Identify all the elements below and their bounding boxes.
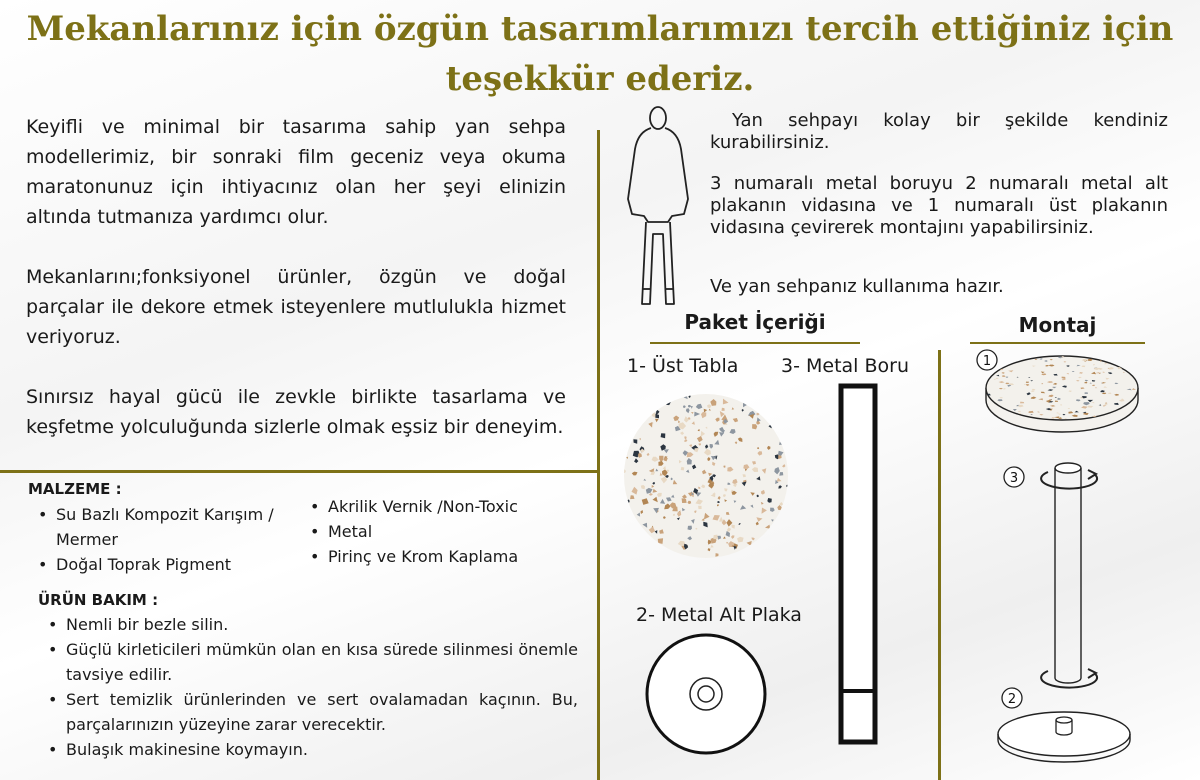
montaj-divider [938, 350, 941, 780]
terrazzo-speckle [1123, 372, 1124, 373]
montaj-heading: Montaj [1018, 313, 1097, 337]
top-plate-image [622, 392, 790, 560]
list-item: • Su Bazlı Kompozit Karışım / Mermer [34, 502, 304, 552]
horizontal-divider [0, 470, 600, 473]
title-line-1: Mekanlarınız için özgün tasarımlarımızı tercih ettiğiniz için [26, 9, 1174, 49]
list-item: • Pirinç ve Krom Kaplama [306, 544, 586, 569]
terrazzo-speckle [682, 498, 687, 503]
list-item: • Metal [306, 519, 586, 544]
list-item: • Akrilik Vernik /Non-Toxic [306, 494, 586, 519]
part-3-label: 3- Metal Boru [781, 355, 909, 377]
materials-list-2 [306, 494, 586, 569]
list-item: • Güçlü kirleticileri mümkün olan en kısa sürede silinmesi önemle tavsiye edilir. [44, 637, 578, 687]
assembly-diagram [972, 346, 1162, 766]
part-2-label: 2- Metal Alt Plaka [636, 604, 802, 626]
step-3-badge [1004, 467, 1024, 487]
terrazzo-speckle [722, 408, 725, 411]
terrazzo-speckle [713, 535, 718, 540]
vertical-divider [597, 130, 600, 780]
intro-paragraph-2: Mekanlarını;fonksiyonel ürünler, özgün ve doğal parçalar ile dekore etmek isteyenlere mutlulukla hizmet veriyoruz. [26, 266, 566, 348]
person-silhouette-icon [618, 104, 698, 309]
bottom-plate-image [644, 632, 768, 756]
materials-list-1 [34, 502, 304, 577]
package-rule [650, 342, 860, 344]
terrazzo-speckle [1065, 418, 1067, 419]
care-list [44, 612, 578, 762]
montaj-rule [970, 342, 1145, 344]
step-1-badge [977, 350, 997, 370]
title-line-2: teşekkür ederiz. [445, 59, 755, 99]
package-heading: Paket İçeriği [684, 310, 826, 334]
assembly-text-2: 3 numaralı metal boruyu 2 numaralı metal alt plakanın vidasına ve 1 numaralı üst plakanın vidasına çevirerek montajını yapabilirsiniz. [710, 173, 1168, 238]
assembly-text-3: Ve yan sehpanız kullanıma hazır. [710, 276, 1004, 297]
metal-tube-image [838, 383, 878, 745]
list-item: • Sert temizlik ürünlerinden ve sert ovalamadan kaçının. Bu, parçalarınızın yüzeyine zarar verecektir. [44, 687, 578, 737]
page-title [0, 4, 1200, 104]
step-2-badge [1002, 688, 1022, 708]
terrazzo-speckle [658, 538, 663, 544]
step-3-number: 3 [1009, 471, 1019, 486]
list-item: • Bulaşık makinesine koymayın. [44, 737, 578, 762]
list-item: • Doğal Toprak Pigment [34, 552, 304, 577]
step-2-number: 2 [1007, 692, 1017, 707]
intro-paragraph-1: Keyifli ve minimal bir tasarıma sahip yan sehpa modellerimiz, bir sonraki film geceniz veya okuma maratonunuz için ihtiyacınız olan her şeyi elinizin altında tutmanıza yardımcı olur. [26, 116, 566, 228]
assembly-text-1: Yan sehpayı kolay bir şekilde kendiniz kurabilirsiniz. [710, 110, 1168, 153]
care-heading: ÜRÜN BAKIM : [38, 591, 159, 609]
terrazzo-speckle [779, 472, 783, 476]
part-1-label: 1- Üst Tabla [627, 355, 739, 377]
intro-paragraph-3: Sınırsız hayal gücü ile zevkle birlikte tasarlama ve keşfetme yolculuğunda sizlerle olmak eşsiz bir deneyim. [26, 386, 566, 438]
materials-heading: MALZEME : [28, 480, 122, 498]
step-1-number: 1 [982, 354, 992, 369]
list-item: • Nemli bir bezle silin. [44, 612, 578, 637]
terrazzo-speckle [698, 506, 702, 509]
